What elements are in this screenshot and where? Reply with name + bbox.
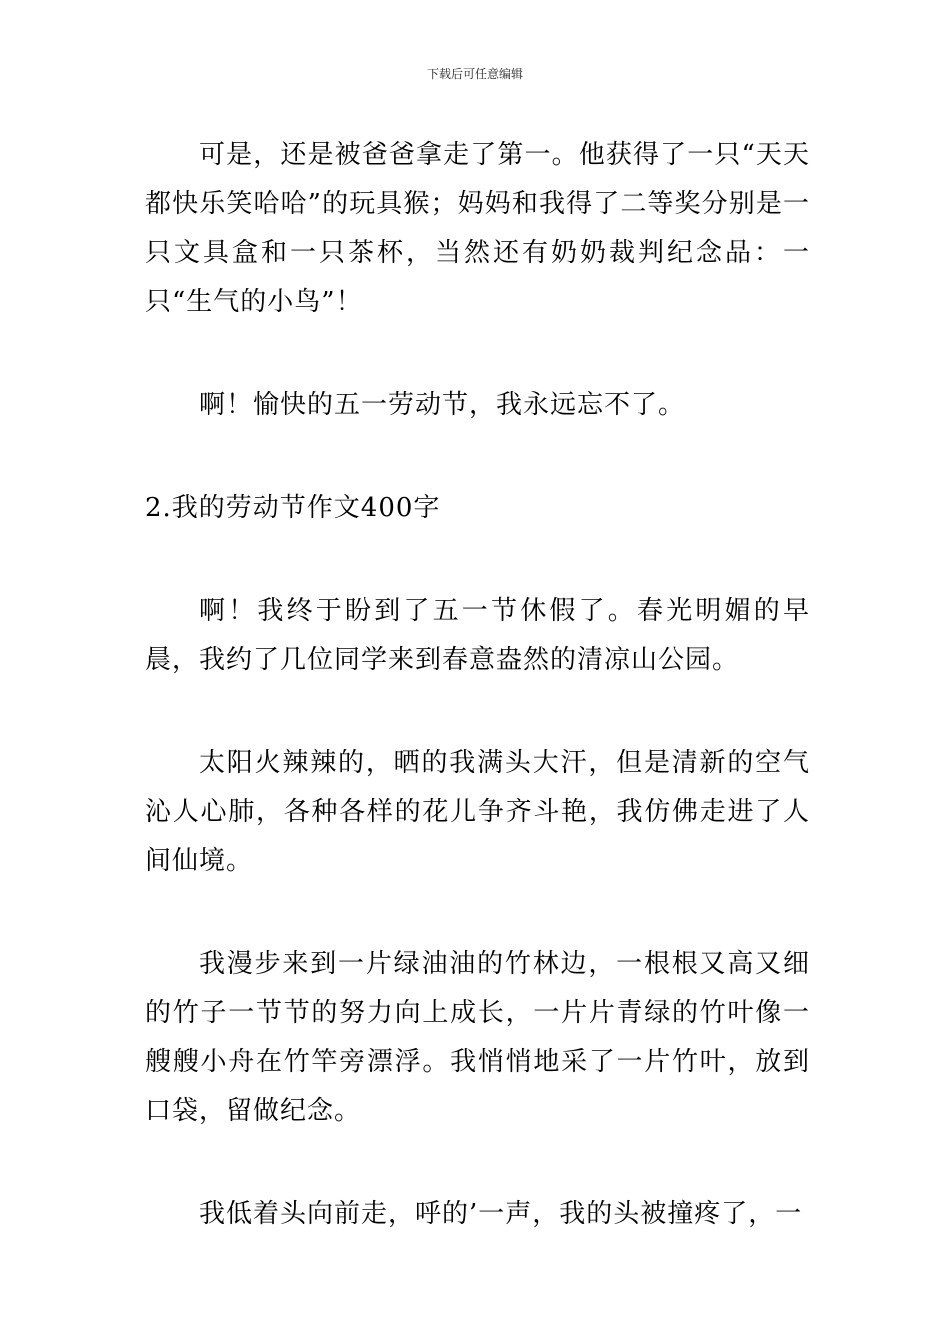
paragraph-2: 啊！愉快的五一劳动节，我永远忘不了。 <box>199 390 686 420</box>
paragraph-gap <box>145 886 810 940</box>
paragraph-3: 啊！我终于盼到了五一节休假了。春光明媚的早晨，我约了几位同学来到春意盎然的清凉山公园。 <box>145 596 810 675</box>
paragraph-gap <box>145 1136 810 1190</box>
paragraph-1: 可是，还是被爸爸拿走了第一。他获得了一只“天天都快乐笑哈哈”的玩具猴；妈妈和我得了二等奖分别是一只文具盒和一只茶杯，当然还有奶奶裁判纪念品：一只“生气的小鸟”！ <box>145 140 810 317</box>
paragraph-gap <box>145 327 810 381</box>
page-header: 下载后可任意编辑 <box>426 67 523 81</box>
paragraph-4: 太阳火辣辣的，晒的我满头大汗，但是清新的空气沁人心肺，各种各样的花儿争齐斗艳，我仿佛走进了人间仙境。 <box>145 748 810 876</box>
paragraph-gap <box>145 685 810 739</box>
paragraph-gap <box>145 430 810 484</box>
paragraph-gap <box>145 533 810 587</box>
document-body <box>145 131 810 1239</box>
section-heading: 2.我的劳动节作文400字 <box>145 493 441 523</box>
paragraph-5: 我漫步来到一片绿油油的竹林边，一根根又高又细的竹子一节节的努力向上成长，一片片青绿的竹叶像一艘艘小舟在竹竿旁漂浮。我悄悄地采了一片竹叶，放到口袋，留做纪念。 <box>145 949 810 1126</box>
paragraph-6: 我低着头向前走，呼的’一声，我的头被撞疼了，一 <box>199 1199 803 1229</box>
